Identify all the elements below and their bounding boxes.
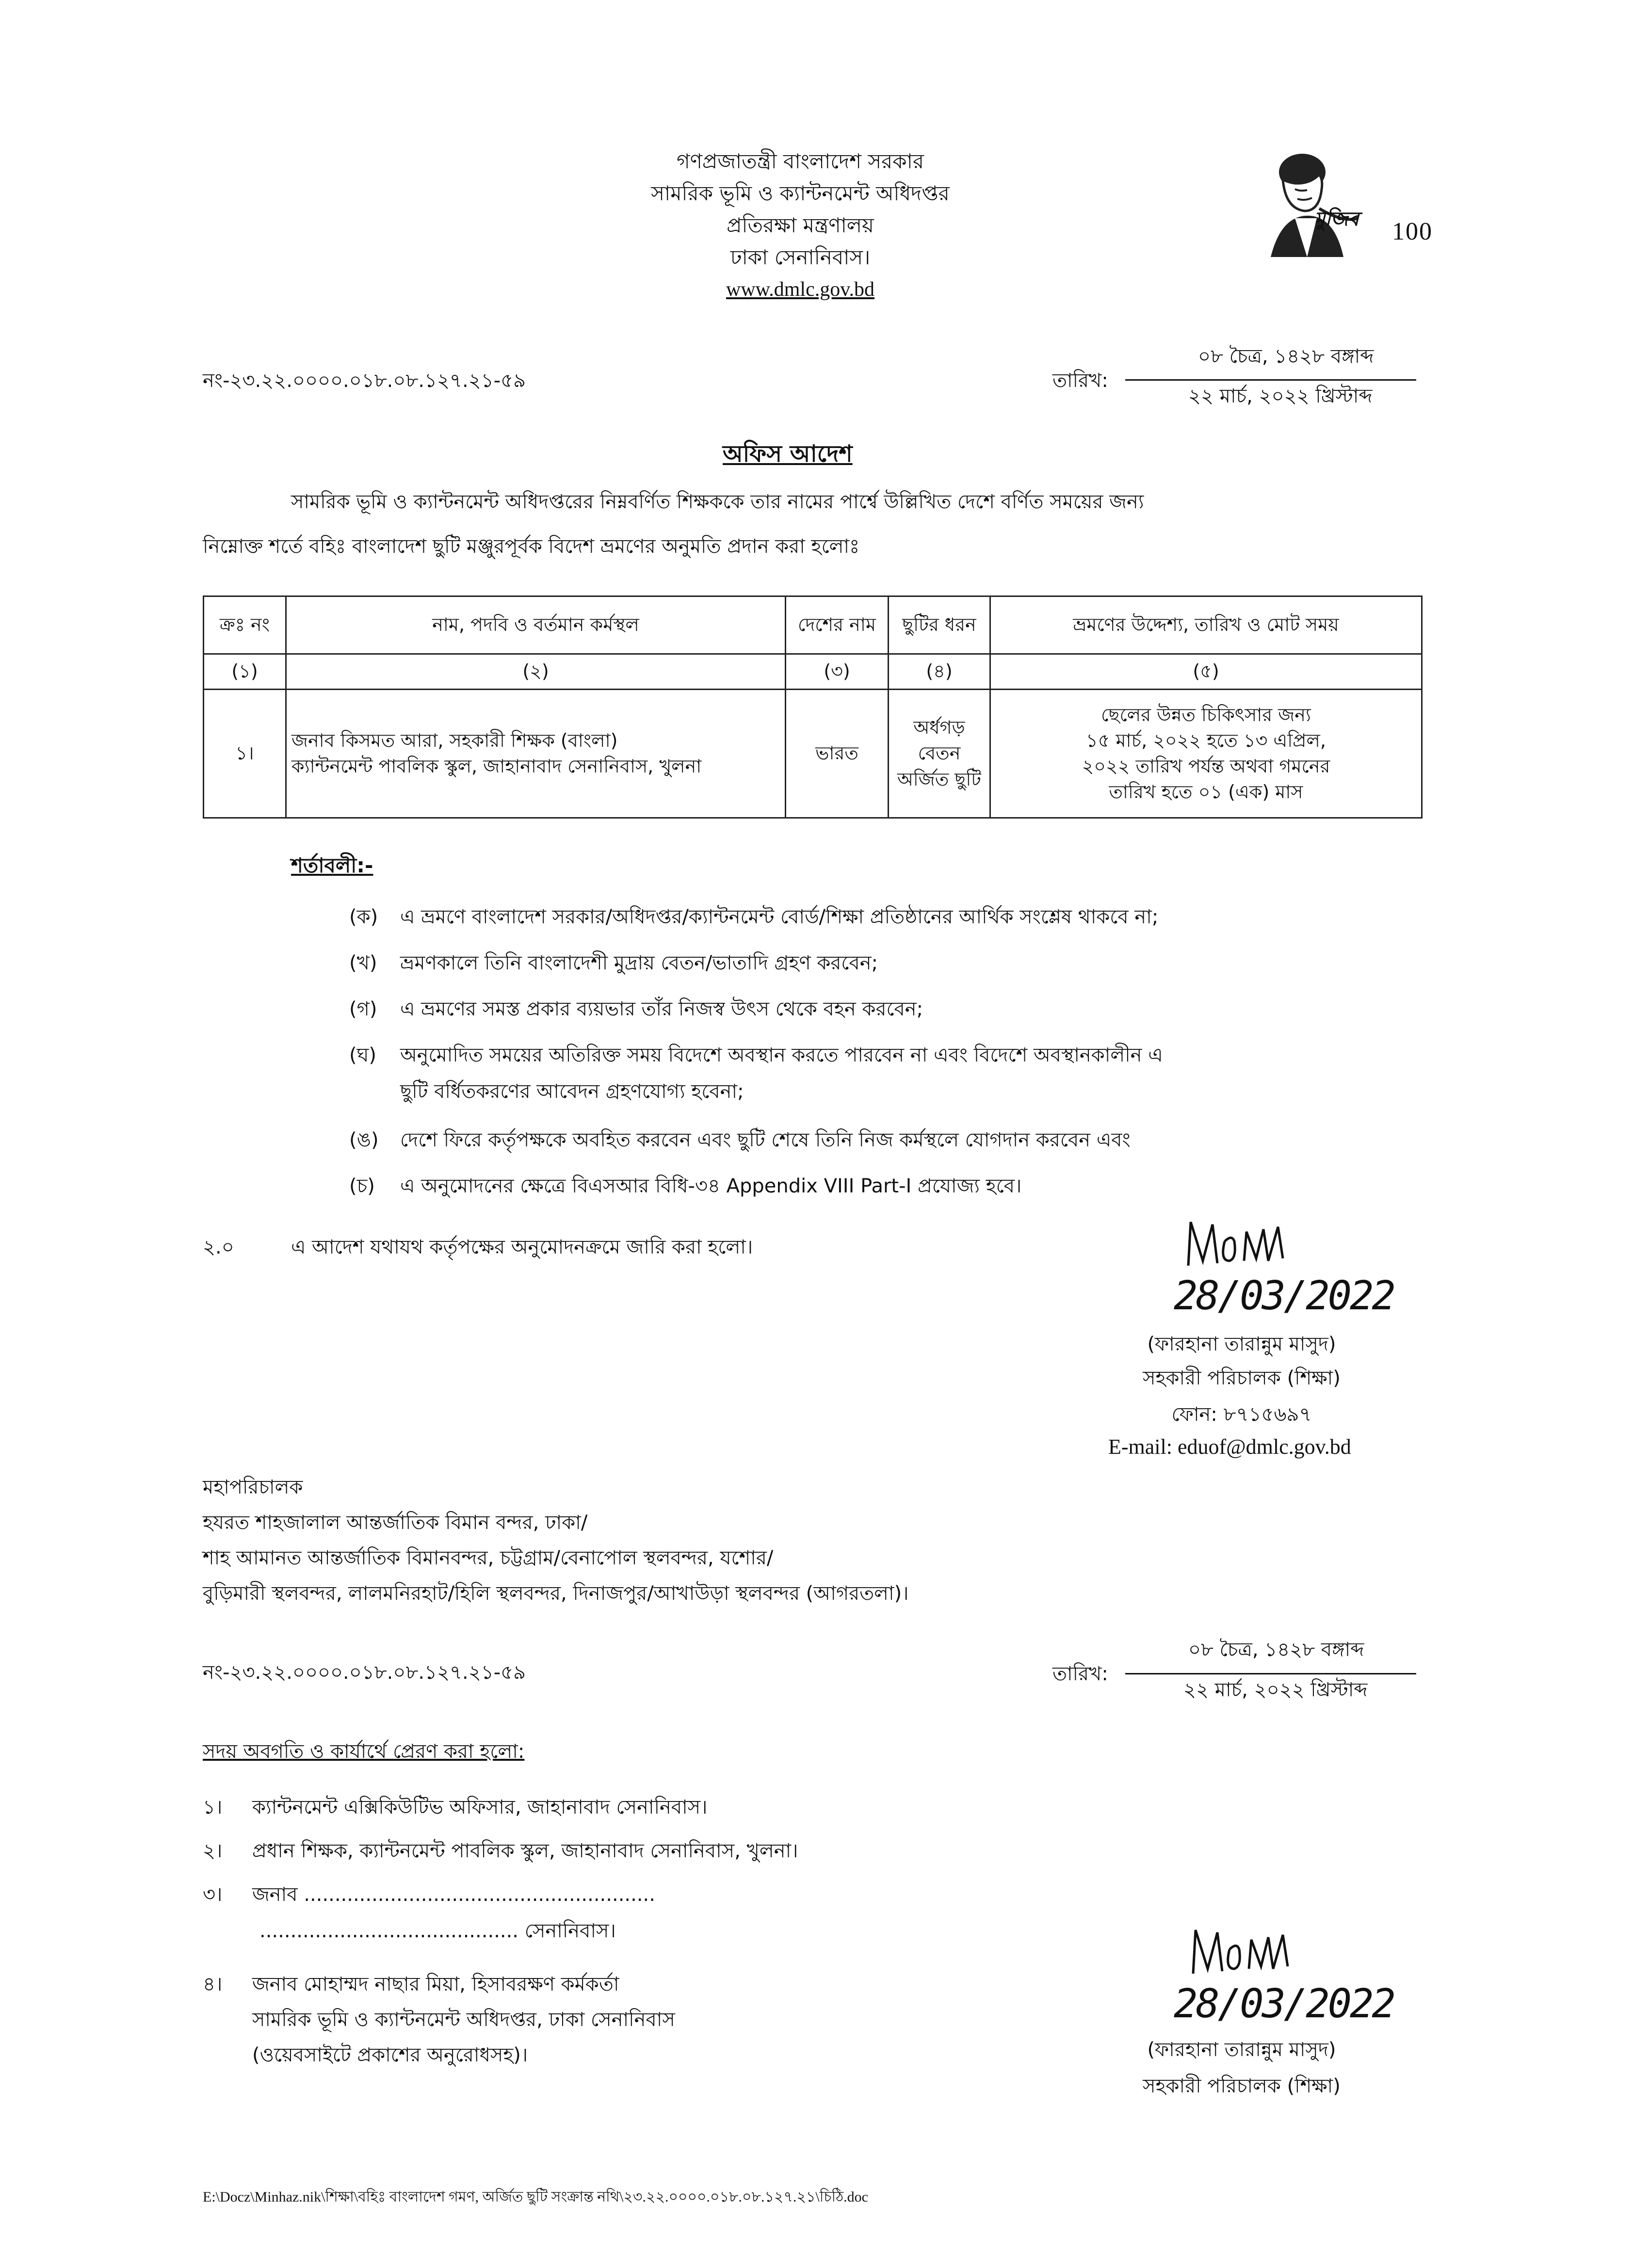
condition-text: ভ্রমণকালে তিনি বাংলাদেশী মুদ্রায় বেতন/ভাতাদি গ্রহণ করবেন; xyxy=(400,952,878,974)
date-bangla-bottom: ০৮ চৈত্র, ১৪২৮ বঙ্গাব্দ xyxy=(1188,1639,1364,1661)
copy-item-text: জনাব মোহাম্মদ নাছার মিয়া, হিসাবরক্ষণ কর্মকর্তা xyxy=(252,1973,619,1995)
condition-text: অনুমোদিত সময়ের অতিরিক্ত সময় বিদেশে অবস্থান করতে পারবেন না এবং বিদেশে অবস্থানকালীন এ xyxy=(400,1044,1163,1066)
signatory-name: (ফারহানা তারান্নুম মাসুদ) xyxy=(1147,1333,1336,1355)
condition-key: (চ) xyxy=(349,1175,375,1197)
date-label-bottom: তারিখ: xyxy=(1052,1663,1108,1685)
condition-text: ছুটি বর্ধিতকরণের আবেদন গ্রহণযোগ্য হবেনা; xyxy=(400,1080,744,1103)
table-header-row xyxy=(204,596,1422,654)
emblem-number: 100 xyxy=(1392,218,1433,245)
condition-key: (ক) xyxy=(349,906,378,928)
department-name: সামরিক ভূমি ও ক্যান্টনমেন্ট অধিদপ্তর xyxy=(651,181,950,205)
leave-table xyxy=(203,595,1423,819)
row-country: ভারত xyxy=(786,690,889,818)
condition-text: এ ভ্রমণে বাংলাদেশ সরকার/অধিদপ্তর/ক্যান্টনমেন্ট বোর্ড/শিক্ষা প্রতিষ্ঠানের আর্থিক সংশ্লেষ থাকবে না; xyxy=(400,906,1159,928)
workplace-line: ক্যান্টনমেন্ট পাবলিক স্কুল, জাহানাবাদ সেনানিবাস, খুলনা xyxy=(291,756,702,777)
copy-item-text: ক্যান্টনমেন্ট এক্সিকিউটিভ অফিসার, জাহানাবাদ সেনানিবাস। xyxy=(252,1796,708,1818)
conditions-title: শর্তাবলী:- xyxy=(291,853,373,877)
signature-1 xyxy=(1164,1207,1494,1324)
signatory-phone: ফোন: ৮৭১৫৬৯৭ xyxy=(1171,1403,1312,1426)
recipient-address: বুড়িমারী স্থলবন্দর, লালমনিরহাট/হিলি স্থলবন্দর, দিনাজপুর/আখাউড়া স্থলবন্দর (আগরতলা)। xyxy=(203,1582,909,1605)
copy-item-number: ২। xyxy=(203,1840,223,1862)
col-purpose: ভ্রমণের উদ্দেশ্য, তারিখ ও মোট সময় xyxy=(990,596,1422,654)
office-location: ঢাকা সেনানিবাস। xyxy=(730,245,871,269)
row-purpose xyxy=(990,690,1422,818)
purpose-line: ছেলের উন্নত চিকিৎসার জন্য xyxy=(1101,704,1311,725)
condition-key: (গ) xyxy=(349,998,377,1020)
leave-line: অর্ধগড় বেতন xyxy=(913,717,965,764)
ministry-name: প্রতিরক্ষা মন্ত্রণালয় xyxy=(727,213,874,237)
website-link[interactable]: www.dmlc.gov.bd xyxy=(726,278,875,301)
table-cell: (৩) xyxy=(786,654,889,690)
signatory-email[interactable]: E-mail: eduof@dmlc.gov.bd xyxy=(1108,1435,1351,1459)
row-serial: ১। xyxy=(204,690,286,818)
copy-item-number: ৪। xyxy=(203,1973,223,1995)
para-number: ২.০ xyxy=(203,1236,234,1258)
table-cell: (৪) xyxy=(889,654,990,690)
copy-item-number: ১। xyxy=(203,1796,223,1818)
date-label: তারিখ: xyxy=(1052,370,1108,392)
copy-item-text: (ওয়েবসাইটে প্রকাশের অনুরোধসহ)। xyxy=(252,2044,528,2066)
date-divider xyxy=(1125,379,1416,381)
condition-text: এ ভ্রমণের সমস্ত প্রকার ব্যয়ভার তাঁর নিজস্ব উৎস থেকে বহন করবেন; xyxy=(400,998,923,1020)
recipient-address: শাহ আমানত আন্তর্জাতিক বিমানবন্দর, চট্টগ্রাম/বেনাপোল স্থলবন্দর, যশোর/ xyxy=(203,1547,774,1569)
document-title: অফিস আদেশ xyxy=(723,440,853,467)
govt-name: গণপ্রজাতন্ত্রী বাংলাদেশ সরকার xyxy=(677,149,924,173)
para-text: এ আদেশ যথাযথ কর্তৃপক্ষের অনুমোদনক্রমে জারি করা হলো। xyxy=(291,1236,753,1258)
condition-key: (ঘ) xyxy=(349,1044,376,1066)
signature-date: 28/03/2022 xyxy=(1174,1981,1394,2027)
leave-line: অর্জিত ছুটি xyxy=(897,768,981,790)
signatory-designation: সহকারী পরিচালক (শিক্ষা) xyxy=(1143,2075,1341,2097)
table-cell: (২) xyxy=(286,654,786,690)
condition-text: দেশে ফিরে কর্তৃপক্ষকে অবহিত করবেন এবং ছুটি শেষে তিনি নিজ কর্মস্থলে যোগদান করবেন এবং xyxy=(400,1129,1131,1151)
mujib-borsho-emblem-icon xyxy=(1261,145,1436,257)
condition-key: (ঙ) xyxy=(349,1129,379,1151)
signature-2 xyxy=(1164,1911,1494,2032)
memo-number-bottom: নং-২৩.২২.০০০০.০১৮.০৮.১২৭.২১-৫৯ xyxy=(203,1661,526,1684)
purpose-line: ২০২২ তারিখ পর্যন্ত অথবা গমনের xyxy=(1082,756,1330,777)
emblem-text: মুজিব xyxy=(1314,208,1359,230)
purpose-line: ১৫ মার্চ, ২০২২ হতে ১৩ এপ্রিল, xyxy=(1086,729,1326,751)
recipient-address: হযরত শাহজালাল আন্তর্জাতিক বিমান বন্দর, ঢাকা/ xyxy=(203,1512,588,1534)
signatory-name: (ফারহানা তারান্নুম মাসুদ) xyxy=(1147,2039,1336,2061)
purpose-line: তারিখ হতে ০১ (এক) মাস xyxy=(1109,781,1303,803)
table-number-row xyxy=(204,654,1422,690)
date-bangla: ০৮ চৈত্র, ১৪২৮ বঙ্গাব্দ xyxy=(1198,345,1374,368)
row-name xyxy=(286,690,786,818)
copy-item-number: ৩। xyxy=(203,1883,223,1906)
col-name: নাম, পদবি ও বর্তমান কর্মস্থল xyxy=(286,596,786,654)
copy-item-text: সামরিক ভূমি ও ক্যান্টনমেন্ট অধিদপ্তর, ঢাকা সেনানিবাস xyxy=(252,2009,675,2031)
file-path: E:\Docz\Minhaz.nik\শিক্ষা\বহিঃ বাংলাদেশ গমণ, অর্জিত ছুটি সংক্রান্ত নথি\২৩.২২.০০০০.০১৮.০৮.১২৭.২১\চিঠি.doc xyxy=(203,2189,868,2205)
copy-title: সদয় অবগতি ও কার্যার্থে প্রেরণ করা হলো: xyxy=(203,1740,525,1763)
signature-date: 28/03/2022 xyxy=(1174,1273,1394,1319)
memo-number: নং-২৩.২২.০০০০.০১৮.০৮.১২৭.২১-৫৯ xyxy=(203,370,526,392)
col-leave-type: ছুটির ধরন xyxy=(889,596,990,654)
row-leave-type xyxy=(889,690,990,818)
table-cell: (১) xyxy=(204,654,286,690)
col-serial: ক্রঃ নং xyxy=(204,596,286,654)
intro-line-2: নিম্নোক্ত শর্তে বহিঃ বাংলাদেশ ছুটি মঞ্জুরপূর্বক বিদেশ ভ্রমণের অনুমতি প্রদান করা হলোঃ xyxy=(203,535,860,558)
copy-item-text: প্রধান শিক্ষক, ক্যান্টনমেন্ট পাবলিক স্কুল, জাহানাবাদ সেনানিবাস, খুলনা। xyxy=(252,1840,798,1862)
signatory-designation: সহকারী পরিচালক (শিক্ষা) xyxy=(1143,1367,1341,1389)
date-english: ২২ মার্চ, ২০২২ খ্রিস্টাব্দ xyxy=(1188,385,1373,407)
col-country: দেশের নাম xyxy=(786,596,889,654)
recipient-title: মহাপরিচালক xyxy=(203,1476,303,1498)
intro-line-1: সামরিক ভূমি ও ক্যান্টনমেন্ট অধিদপ্তরের নিম্নবর্ণিত শিক্ষককে তার নামের পার্শ্বে উল্লিখিত দেশে বর্ণিত সময়ের জন্য xyxy=(291,491,1144,513)
date-divider-bottom xyxy=(1125,1673,1416,1674)
copy-item-text: .......................................... সেনানিবাস। xyxy=(259,1920,616,1942)
table-cell: (৫) xyxy=(990,654,1422,690)
copy-item-text: জনাব ......................................................... xyxy=(252,1883,655,1906)
date-english-bottom: ২২ মার্চ, ২০২২ খ্রিস্টাব্দ xyxy=(1183,1679,1368,1701)
condition-key: (খ) xyxy=(349,952,377,974)
name-line: জনাব কিসমত আরা, সহকারী শিক্ষক (বাংলা) xyxy=(291,729,618,751)
condition-text: এ অনুমোদনের ক্ষেত্রে বিএসআর বিধি-৩৪ Appendix VIII Part-I প্রযোজ্য হবে। xyxy=(400,1175,1022,1197)
table-row xyxy=(204,690,1422,818)
letterhead xyxy=(534,145,1067,306)
